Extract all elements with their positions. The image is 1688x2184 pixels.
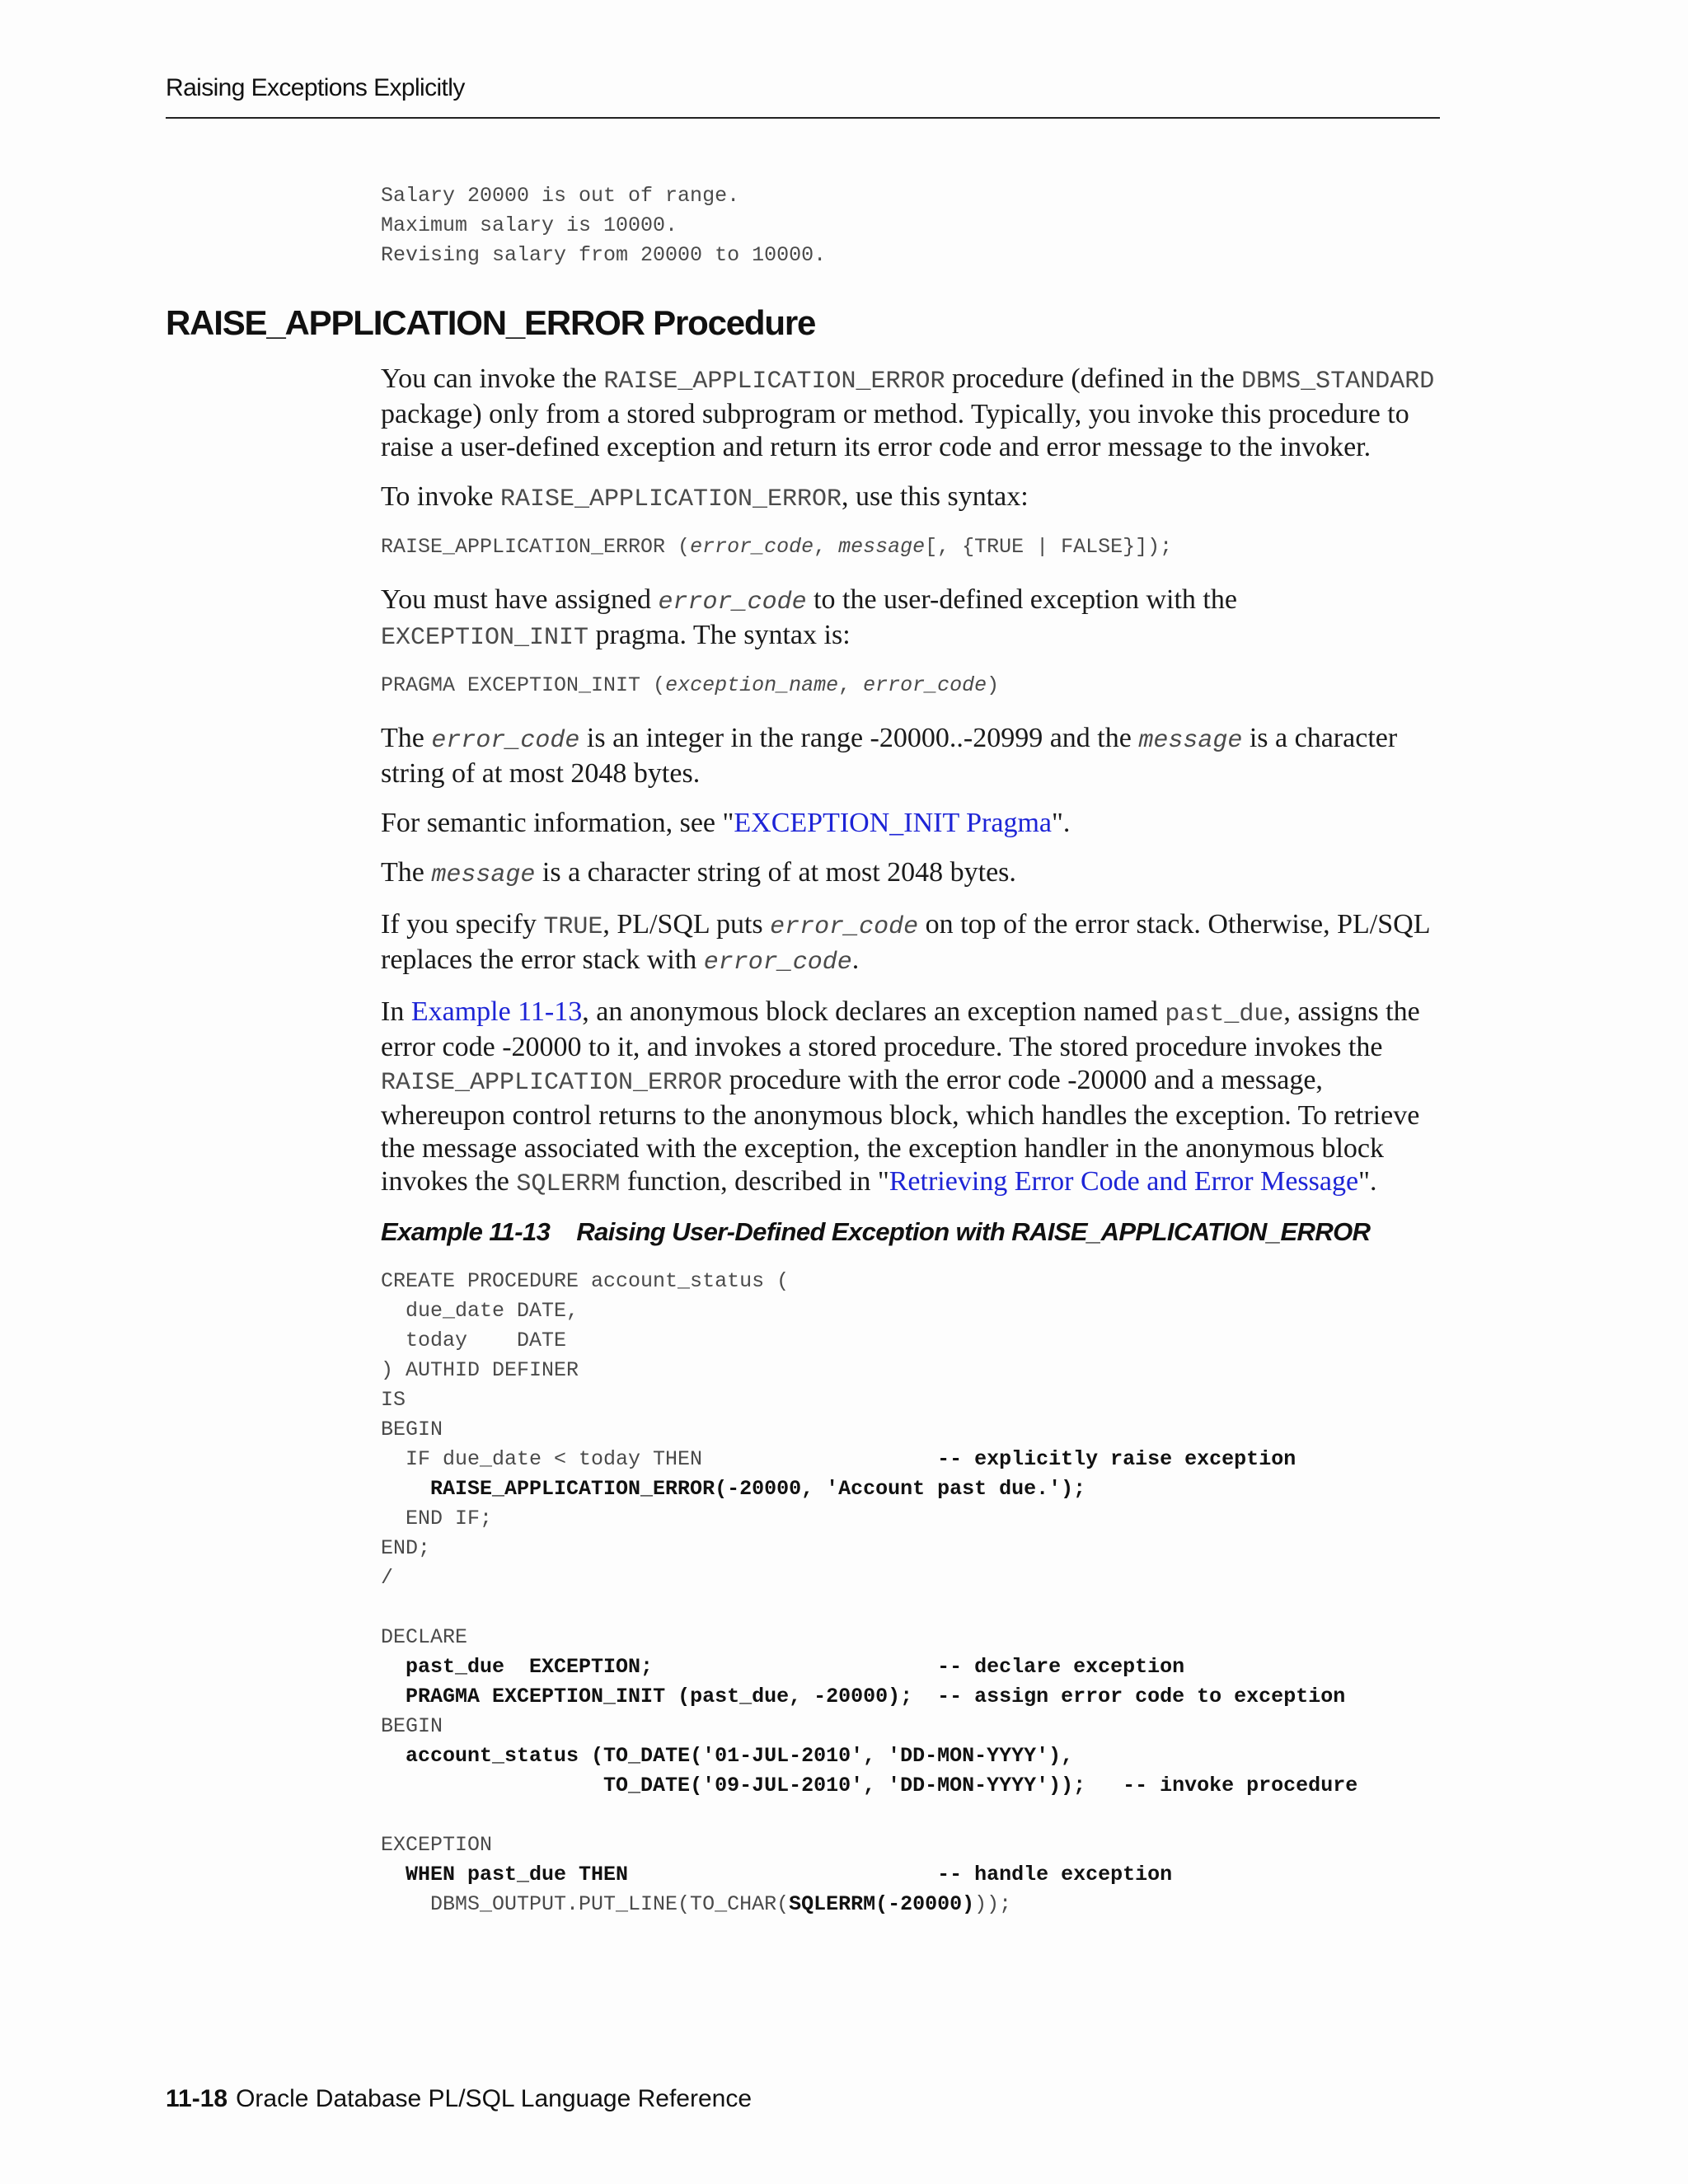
section-heading: RAISE_APPLICATION_ERROR Procedure — [166, 303, 816, 342]
inline-code: RAISE_APPLICATION_ERROR — [603, 368, 945, 396]
page-number: 11-18 — [166, 2085, 228, 2112]
inline-code: error_code — [770, 913, 919, 941]
syntax-raise-application-error: RAISE_APPLICATION_ERROR (error_code, message[, {TRUE | FALSE}]); — [381, 535, 1173, 559]
inline-code: message — [431, 861, 536, 889]
output-listing — [381, 181, 826, 270]
paragraph-example-intro: In Example 11-13, an anonymous block declares an exception named past_due, assigns the error code -20000 to it, and invokes a stored procedure. The stored procedure invokes the RAISE_APPLICATION_ERROR procedure with the error code -20000 and a message, whereupon control returns to the anonymous block, which handles the exception. To retrieve the message associated with the exception, the exception handler in the anonymous block invokes the SQLERRM function, described in "Retrieving Error Code and Error Message". — [381, 996, 1420, 1198]
book-title: Oracle Database PL/SQL Language Reference — [236, 2085, 753, 2112]
header-rule — [166, 117, 1440, 119]
link-exception-init-pragma[interactable]: EXCEPTION_INIT Pragma — [734, 808, 1052, 838]
inline-code: EXCEPTION_INIT — [381, 624, 589, 652]
inline-code: DBMS_STANDARD — [1241, 368, 1435, 396]
paragraph-message: The message is a character string of at most 2048 bytes. — [381, 857, 1016, 889]
inline-code: error_code — [431, 727, 580, 755]
paragraph-assign: You must have assigned error_code to the user-defined exception with the EXCEPTION_INIT pragma. The syntax is: — [381, 584, 1237, 652]
paragraph-semantics: For semantic information, see "EXCEPTION_INIT Pragma". — [381, 808, 1071, 838]
inline-code: error_code — [703, 949, 852, 977]
paragraph-range: The error_code is an integer in the range -20000..-20999 and the message is a character string of at most 2048 bytes. — [381, 723, 1398, 789]
syntax-pragma: PRAGMA EXCEPTION_INIT (exception_name, error_code) — [381, 673, 1000, 697]
link-retrieving-error-code[interactable]: Retrieving Error Code and Error Message — [889, 1166, 1359, 1197]
example-caption: Example 11-13 Raising User-Defined Exception with RAISE_APPLICATION_ERROR — [381, 1217, 1371, 1246]
inline-code: RAISE_APPLICATION_ERROR — [499, 485, 842, 513]
link-example-11-13[interactable]: Example 11-13 — [410, 996, 583, 1027]
output-line: Maximum salary is 10000. — [381, 213, 678, 237]
inline-code: past_due — [1165, 1001, 1284, 1029]
output-line: Revising salary from 20000 to 10000. — [381, 243, 827, 267]
inline-code: SQLERRM — [516, 1170, 621, 1198]
output-line: Salary 20000 is out of range. — [381, 184, 740, 208]
paragraph-intro: You can invoke the RAISE_APPLICATION_ERROR procedure (defined in the DBMS_STANDARD package) only from a stored subprogram or method. Typically, you invoke this procedure to raise a user-defined exception and return its error code and error message to the invoker. — [381, 363, 1435, 462]
running-header: Raising Exceptions Explicitly — [166, 74, 465, 101]
inline-code: error_code — [658, 588, 807, 616]
paragraph-true: If you specify TRUE, PL/SQL puts error_code on top of the error stack. Otherwise, PL/SQL replaces the error stack with error_code. — [381, 909, 1430, 977]
inline-code: RAISE_APPLICATION_ERROR — [381, 1069, 723, 1097]
inline-code: TRUE — [543, 913, 603, 941]
page-footer — [166, 2085, 752, 2113]
paragraph-invoke: To invoke RAISE_APPLICATION_ERROR, use this syntax: — [381, 481, 1029, 513]
section-body — [381, 363, 1444, 1919]
inline-code: message — [1138, 727, 1243, 755]
code-listing: CREATE PROCEDURE account_status ( due_date DATE, today DATE ) AUTHID DEFINER IS BEGIN IF due_date < today THEN -- explicitly raise exception RAISE_APPLICATION_ERROR(-20000, 'Account past due.'); END IF; END; / DECLARE past_due EXCEPTION; -- declare exception PRAGMA EXCEPTION_INIT (past_due, -20000); -- assign error code to exception BEGIN account_status (TO_DATE('01-JUL-2010', 'DD-MON-YYYY'), TO_DATE('09-JUL-2010', 'DD-MON-YYYY')); -- invoke procedure EXCEPTION WHEN past_due THEN -- handle exception DBMS_OUTPUT.PUT_LINE(TO_CHAR(SQLERRM(-20000))); — [381, 1269, 1358, 1916]
